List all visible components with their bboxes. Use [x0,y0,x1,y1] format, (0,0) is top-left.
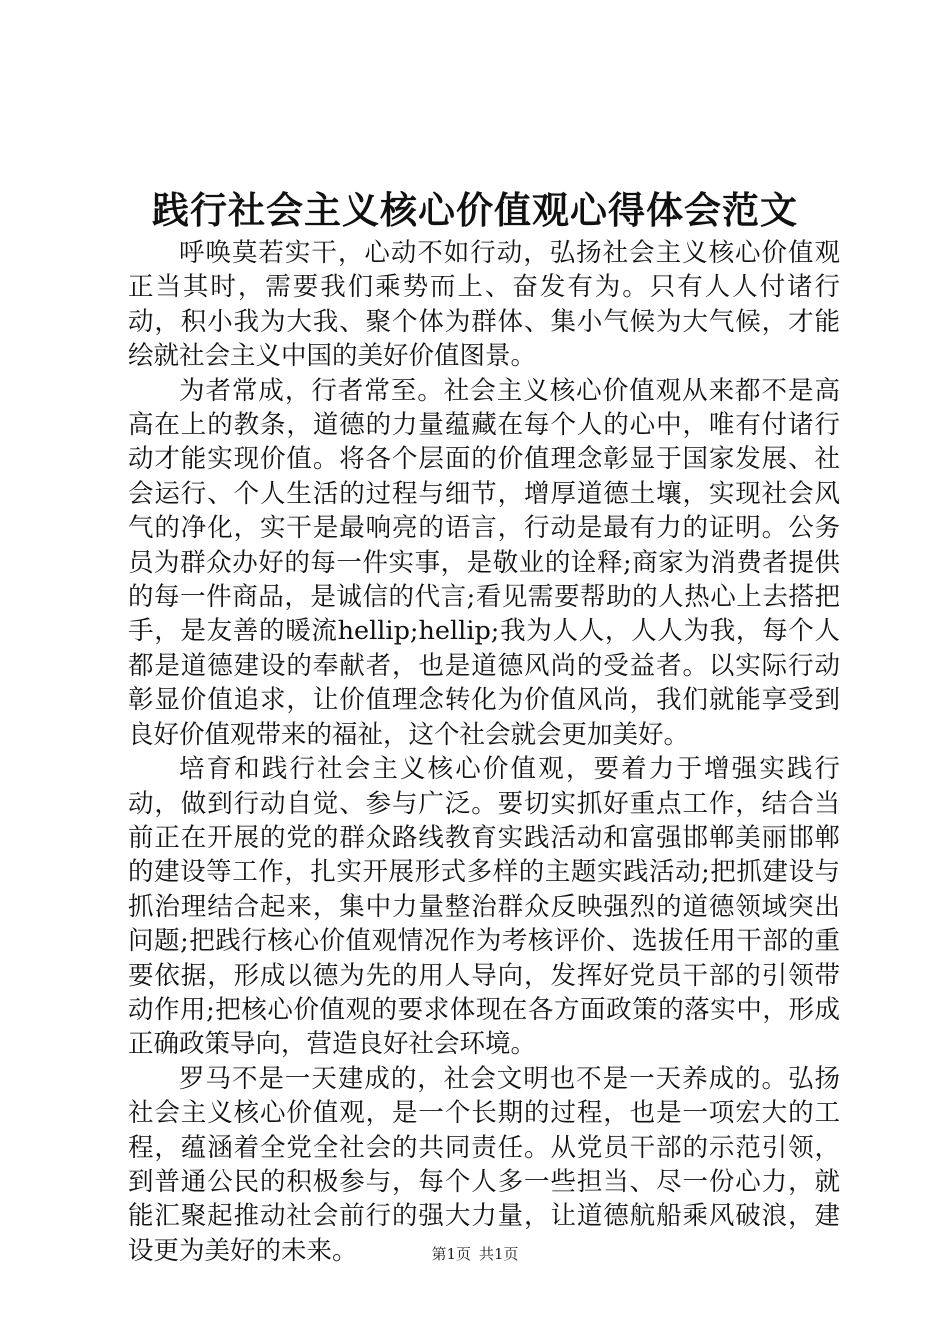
document-body [128,236,840,1268]
page-number: 第1页 [431,1245,471,1263]
paragraph-3: 培育和践行社会主义核心价值观，要着力于增强实践行动，做到行动自觉、参与广泛。要切实抓好重点工作，结合当前正在开展的党的群众路线教育实践活动和富强邯郸美丽邯郸的建设等工作，扎实开展形式多样的主题实践活动;把抓建设与抓治理结合起来，集中力量整治群众反映强烈的道德领域突出问题;把践行核心价值观情况作为考核评价、选拔任用干部的重要依据，形成以德为先的用人导向，发挥好党员干部的引领带动作用;把核心价值观的要求体现在各方面政策的落实中，形成正确政策导向，营造良好社会环境。 [128,754,840,1060]
document-title: 践行社会主义核心价值观心得体会范文 [152,188,798,232]
paragraph-1: 呼唤莫若实干，心动不如行动，弘扬社会主义核心价值观正当其时，需要我们乘势而上、奋发有为。只有人人付诸行动，积小我为大我、聚个体为群体、集小气候为大气候，才能绘就社会主义中国的美好价值图景。 [128,238,840,372]
page-total: 共1页 [479,1245,519,1263]
paragraph-4: 罗马不是一天建成的，社会文明也不是一天养成的。弘扬社会主义核心价值观，是一个长期的过程，也是一项宏大的工程，蕴涵着全党全社会的共同责任。从党员干部的示范引领，到普通公民的积极参与，每个人多一些担当、尽一份心力，就能汇聚起推动社会前行的强大力量，让道德航船乘风破浪，建设更为美好的未来。 [128,1063,840,1266]
page-footer [0,1244,950,1264]
paragraph-2: 为者常成，行者常至。社会主义核心价值观从来都不是高高在上的教条，道德的力量蕴藏在每个人的心中，唯有付诸行动才能实现价值。将各个层面的价值理念彰显于国家发展、社会运行、个人生活的过程与细节，增厚道德土壤，实现社会风气的净化，实干是最响亮的语言，行动是最有力的证明。公务员为群众办好的每一件实事，是敬业的诠释;商家为消费者提供的每一件商品，是诚信的代言;看见需要帮助的人热心上去搭把手，是友善的暖流hellip;hellip;我为人人，人人为我，每个人都是道德建设的奉献者，也是道德风尚的受益者。以实际行动彰显价值追求，让价值理念转化为价值风尚，我们就能享受到良好价值观带来的福祉，这个社会就会更加美好。 [128,375,840,750]
